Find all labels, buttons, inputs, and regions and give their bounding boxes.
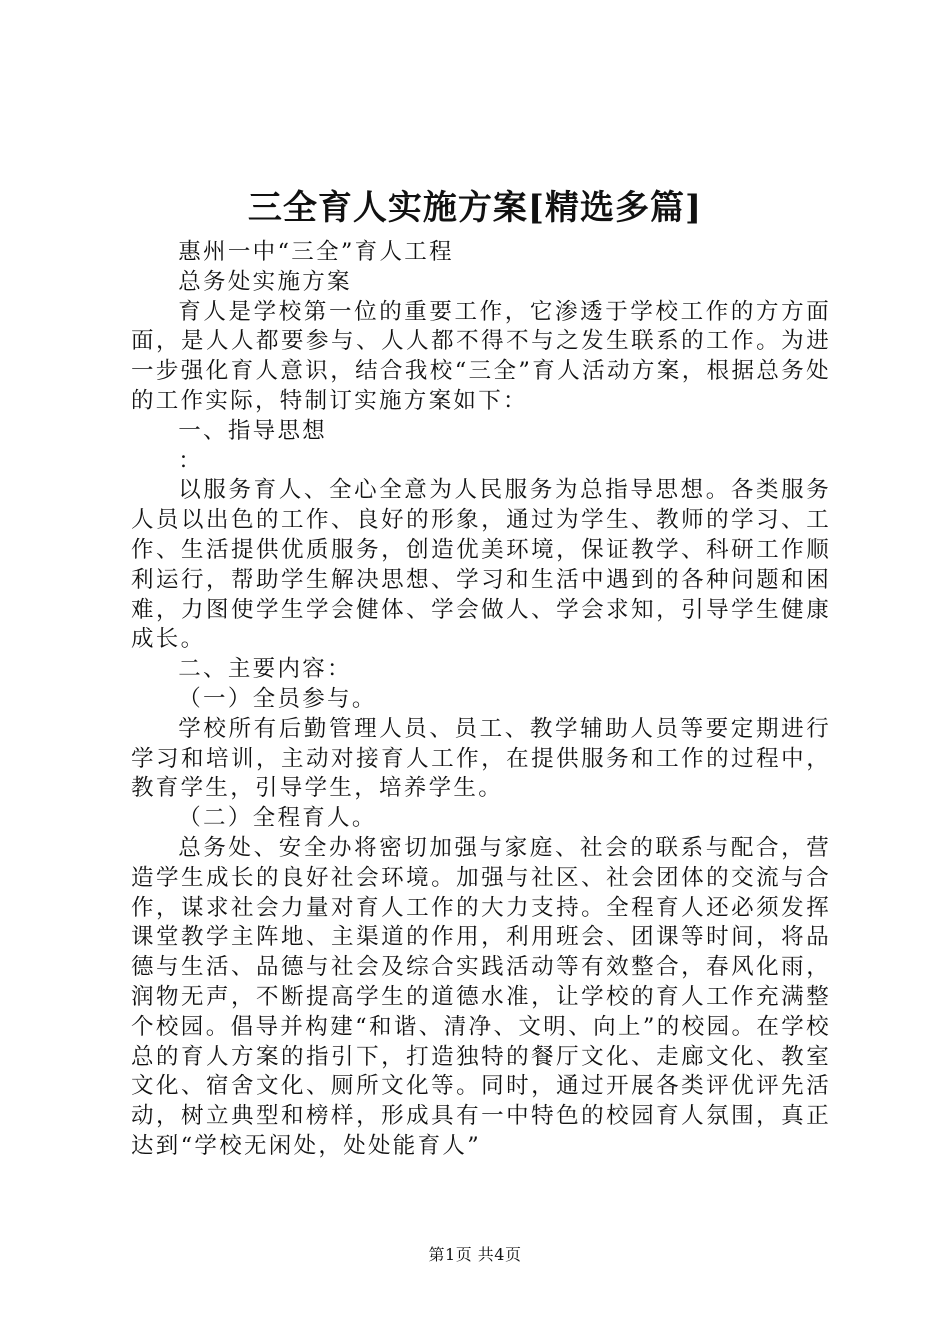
heading-full-participation: （一）全员参与。 [178,685,377,712]
paragraph-subtitle-school: 惠州一中“三全”育人工程 [178,239,454,265]
paragraph-whole-process: 总务处、安全办将密切加强与家庭、社会的联系与配合，营造学生成长的良好社会环境。加强与社区、社会团体的交流与合作，谋求社会力量对育人工作的大力支持。全程育人还必须发挥课堂教学主阵地、主渠道的作用，利用班会、团课等时间，将品德与生活、品德与社会及综合实践活动等有效整合，春风化雨，润物无声，不断提高学生的道德水准，让学校的育人工作充满整个校园。倡导并构建“和谐、清净、文明、向上”的校园。在学校总的育人方案的指引下，打造独特的餐厅文化、走廊文化、教室文化、宿舍文化、厕所文化等。同时，通过开展各类评优评先活动，树立典型和榜样，形成具有一中特色的校园育人氛围，真正达到“学校无闲处，处处能育人” [131,834,831,1159]
heading-main-content: 二、主要内容： [178,656,352,683]
paragraph-subtitle-department: 总务处实施方案 [178,268,352,295]
heading-guiding-thought: 一、指导思想 [178,417,328,444]
paragraph-guiding-thought: 以服务育人、全心全意为人民服务为总指导思想。各类服务人员以出色的工作、良好的形象，通过为学生、教师的学习、工作、生活提供优质服务，创造优美环境，保证教学、科研工作顺利运行，帮助学生解决思想、学习和生活中遇到的各种问题和困难，力图使学生学会健体、学会做人、学会求知，引导学生健康成长。 [131,477,831,653]
paragraph-full-participation: 学校所有后勤管理人员、员工、教学辅助人员等要定期进行学习和培训，主动对接育人工作，在提供服务和工作的过程中，教育学生，引导学生，培养学生。 [131,715,831,802]
paragraph-intro: 育人是学校第一位的重要工作，它渗透于学校工作的方方面面，是人人都要参与、人人都不得不与之发生联系的工作。为进一步强化育人意识，结合我校“三全”育人活动方案，根据总务处的工作实际，特制订实施方案如下： [131,298,831,414]
document-body [131,238,831,1162]
heading-whole-process: （二）全程育人。 [178,805,377,832]
page-footer: 第1页 共4页 [428,1245,522,1264]
document-title: 三全育人实施方案[精选多篇] [247,188,703,228]
paragraph-colon: ： [178,447,204,474]
